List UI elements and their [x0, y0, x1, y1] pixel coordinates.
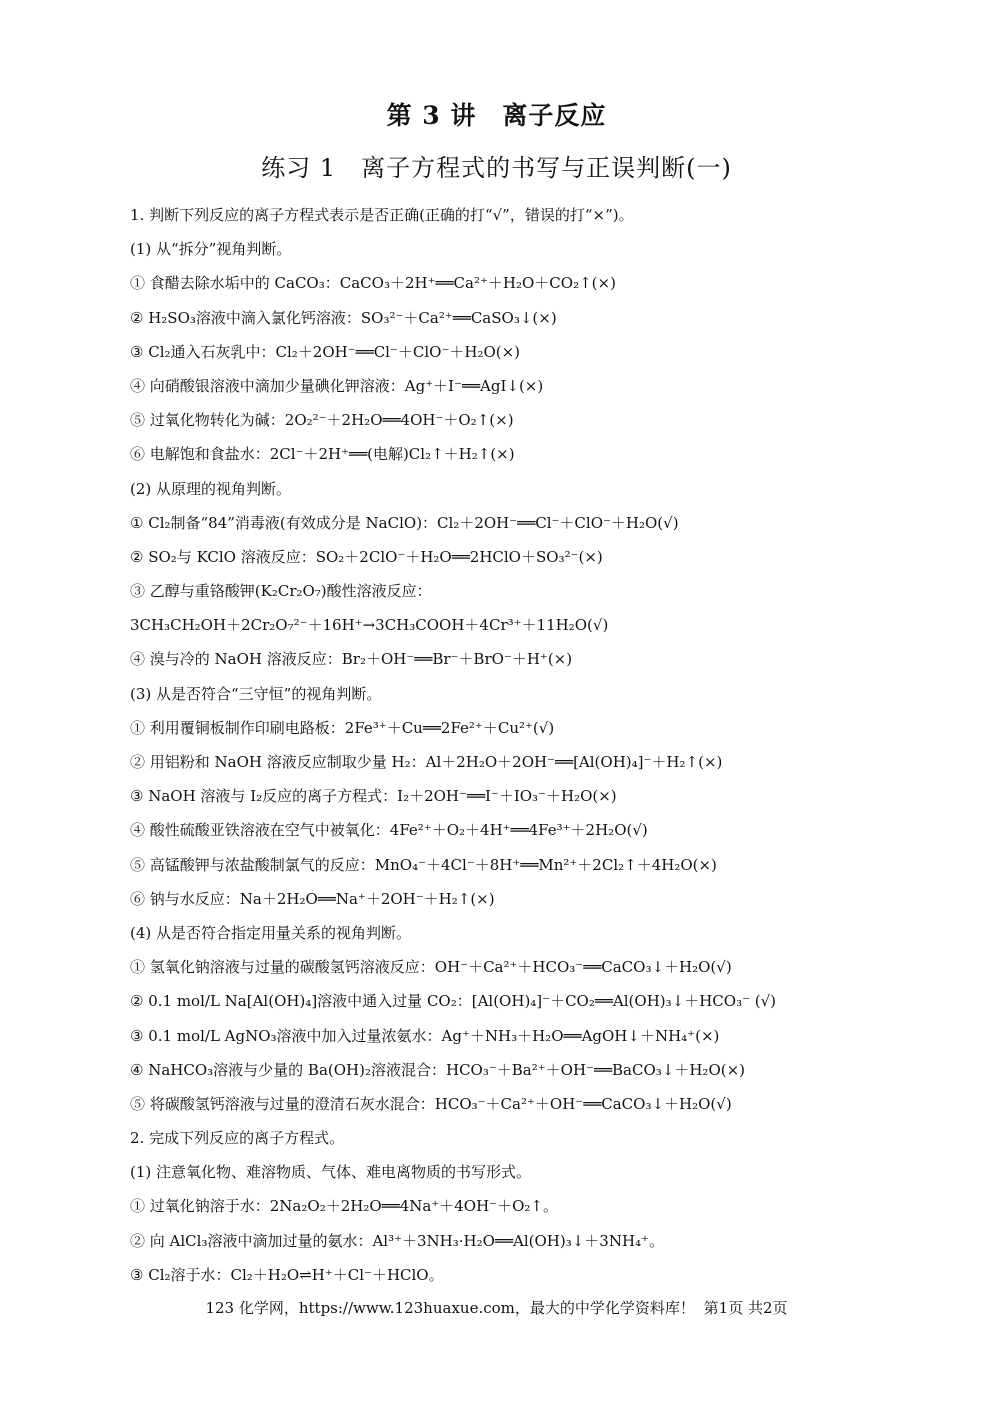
text-line: ① 氢氧化钠溶液与过量的碳酸氢钙溶液反应：OH⁻＋Ca²⁺＋HCO₃⁻══CaCO₃↓＋H₂O(√) — [130, 958, 732, 977]
text-line: ① 食醋去除水垢中的 CaCO₃：CaCO₃＋2H⁺══Ca²⁺＋H₂O＋CO₂↑(×) — [130, 274, 616, 293]
page-footer — [0, 1297, 993, 1318]
text-line: ③ Cl₂溶于水：Cl₂＋H₂O⇌H⁺＋Cl⁻＋HClO。 — [130, 1265, 444, 1284]
text-line: ③ NaOH 溶液与 I₂反应的离子方程式：I₂＋2OH⁻══I⁻＋IO₃⁻＋H₂O(×) — [130, 787, 617, 806]
text-line: ② H₂SO₃溶液中滴入氯化钙溶液：SO₃²⁻＋Ca²⁺══CaSO₃↓(×) — [130, 308, 557, 327]
text-line: ⑤ 过氧化物转化为碱：2O₂²⁻＋2H₂O══4OH⁻＋O₂↑(×) — [130, 411, 514, 430]
text-line: ① Cl₂制备“84”消毒液(有效成分是 NaClO)：Cl₂＋2OH⁻══Cl⁻＋ClO⁻＋H₂O(√) — [130, 513, 679, 532]
text-line: (1) 注意氧化物、难溶物质、气体、难电离物质的书写形式。 — [130, 1163, 532, 1182]
text-line: (2) 从原理的视角判断。 — [130, 479, 292, 498]
text-line: ③ 乙醇与重铬酸钾(K₂Cr₂O₇)酸性溶液反应： — [130, 582, 432, 601]
text-line: ② 用铝粉和 NaOH 溶液反应制取少量 H₂：Al＋2H₂O＋2OH⁻══[Al(OH)₄]⁻＋H₂↑(×) — [130, 753, 723, 771]
text-line: ④ 溴与冷的 NaOH 溶液反应：Br₂＋OH⁻══Br⁻＋BrO⁻＋H⁺(×) — [130, 650, 573, 669]
text-line: ② 0.1 mol/L Na[Al(OH)₄]溶液中通入过量 CO₂：[Al(OH)₄]⁻＋CO₂══Al(OH)₃↓＋HCO₃⁻ (√) — [130, 992, 777, 1011]
text-line: 3CH₃CH₂OH＋2Cr₂O₇²⁻＋16H⁺→3CH₃COOH＋4Cr³⁺＋11H₂O(√) — [130, 616, 609, 635]
text-line: (1) 从“拆分”视角判断。 — [130, 240, 292, 259]
text-line: ④ 酸性硫酸亚铁溶液在空气中被氧化：4Fe²⁺＋O₂＋4H⁺══4Fe³⁺＋2H₂O(√) — [130, 821, 648, 840]
exercise-body — [130, 198, 850, 1292]
text-line: ④ NaHCO₃溶液与少量的 Ba(OH)₂溶液混合：HCO₃⁻＋Ba²⁺＋OH⁻══BaCO₃↓＋H₂O(×) — [130, 1060, 746, 1079]
text-line: ⑥ 电解饱和食盐水：2Cl⁻＋2H⁺══(电解)Cl₂↑＋H₂↑(×) — [130, 445, 515, 464]
text-line: ④ 向硝酸银溶液中滴加少量碘化钾溶液：Ag⁺＋I⁻══AgI↓(×) — [130, 376, 544, 395]
text-line: ⑤ 高锰酸钾与浓盐酸制氯气的反应：MnO₄⁻＋4Cl⁻＋8H⁺══Mn²⁺＋2Cl₂↑＋4H₂O(×) — [130, 855, 717, 874]
page-title: 第 3 讲 离子反应 — [386, 101, 607, 130]
text-line: (3) 从是否符合“三守恒”的视角判断。 — [130, 684, 382, 703]
text-line: ② 向 AlCl₃溶液中滴加过量的氨水：Al³⁺＋3NH₃·H₂O══Al(OH)₃↓＋3NH₄⁺。 — [130, 1231, 664, 1250]
footer-site: 123 化学网，https://www.123huaxue.com，最大的中学化学资料库！ — [205, 1299, 695, 1317]
page-subtitle: 练习 1 离子方程式的书写与正误判断(一) — [261, 154, 732, 182]
text-line: 2. 完成下列反应的离子方程式。 — [130, 1129, 345, 1148]
text-line: ① 过氧化钠溶于水：2Na₂O₂＋2H₂O══4Na⁺＋4OH⁻＋O₂↑。 — [130, 1197, 558, 1216]
text-line: ① 利用覆铜板制作印刷电路板：2Fe³⁺＋Cu══2Fe²⁺＋Cu²⁺(√) — [130, 718, 555, 737]
text-line: (4) 从是否符合指定用量关系的视角判断。 — [130, 923, 412, 942]
text-line: ③ Cl₂通入石灰乳中：Cl₂＋2OH⁻══Cl⁻＋ClO⁻＋H₂O(×) — [130, 342, 521, 361]
text-line: 1. 判断下列反应的离子方程式表示是否正确(正确的打“√”，错误的打“×”)。 — [130, 206, 634, 224]
text-line: ⑥ 钠与水反应：Na＋2H₂O══Na⁺＋2OH⁻＋H₂↑(×) — [130, 889, 495, 908]
text-line: ⑤ 将碳酸氢钙溶液与过量的澄清石灰水混合：HCO₃⁻＋Ca²⁺＋OH⁻══CaCO₃↓＋H₂O(√) — [130, 1094, 732, 1113]
footer-page-info: 第1页 共2页 — [703, 1299, 788, 1317]
text-line: ② SO₂与 KClO 溶液反应：SO₂＋2ClO⁻＋H₂O══2HClO＋SO₃²⁻(×) — [130, 547, 603, 566]
text-line: ③ 0.1 mol/L AgNO₃溶液中加入过量浓氨水：Ag⁺＋NH₃＋H₂O══AgOH↓＋NH₄⁺(×) — [130, 1026, 720, 1045]
